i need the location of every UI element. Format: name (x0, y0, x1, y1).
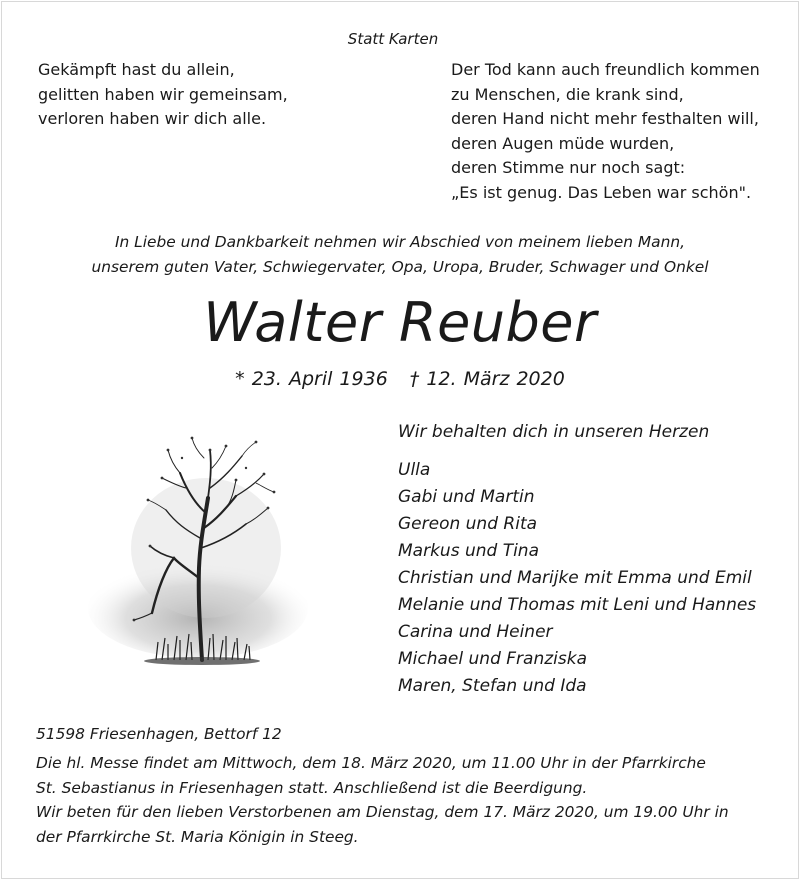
mourners-list (398, 457, 756, 700)
poem-left-line: verloren haben wir dich alle. (38, 109, 267, 128)
list-item: Markus und Tina (398, 541, 539, 561)
list-item: Maren, Stefan und Ida (398, 676, 587, 696)
life-dates (0, 365, 800, 393)
list-item: Christian und Marijke mit Emma und Emil (398, 568, 752, 588)
poem-right-line: deren Stimme nur noch sagt: (451, 158, 686, 177)
notice-line: Wir beten für den lieben Verstorbenen am Dienstag, dem 17. März 2020, um 19.00 Uhr in (36, 803, 729, 821)
list-item: Gereon und Rita (398, 514, 538, 534)
notice-line: der Pfarrkirche St. Maria Königin in Steeg. (36, 827, 359, 846)
list-item: Gabi und Martin (398, 487, 535, 507)
intro-line: In Liebe und Dankbarkeit nehmen wir Abschied von meinem lieben Mann, (114, 233, 685, 251)
intro-text (0, 230, 800, 279)
poem-right-line: deren Hand nicht mehr festhalten will, (451, 109, 759, 128)
birth-date: * 23. April 1936 (235, 368, 388, 390)
poem-right-line: zu Menschen, die krank sind, (451, 84, 684, 104)
poem-right-line: deren Augen müde wurden, (451, 133, 675, 153)
deceased-name: Walter Reuber (203, 291, 597, 354)
intro-line: unserem guten Vater, Schwiegervater, Opa, Uropa, Bruder, Schwager und Onkel (91, 257, 709, 276)
poem-right-line: „Es ist genug. Das Leben war schön". (451, 182, 752, 202)
notice-line: St. Sebastianus in Friesenhagen statt. Anschließend ist die Beerdigung. (36, 778, 588, 797)
list-item: Michael und Franziska (398, 649, 587, 669)
poem-left-line: gelitten haben wir gemeinsam, (38, 84, 288, 104)
poem-left-line: Gekämpft hast du allein, (38, 60, 235, 79)
poem-right (451, 58, 791, 205)
tree-icon (86, 428, 316, 673)
list-item: Ulla (398, 460, 431, 480)
mourners-heading: Wir behalten dich in unseren Herzen (398, 422, 710, 442)
list-item: Carina und Heiner (398, 622, 553, 642)
statt-karten-label: Statt Karten (347, 30, 439, 48)
address-line: 51598 Friesenhagen, Bettorf 12 (36, 725, 282, 743)
poem-left (38, 58, 368, 132)
list-item: Melanie und Thomas mit Leni und Hannes (398, 595, 757, 615)
service-notice (36, 751, 776, 849)
notice-line: Die hl. Messe findet am Mittwoch, dem 18. März 2020, um 11.00 Uhr in der Pfarrkirche (36, 754, 706, 772)
death-date: † 12. März 2020 (409, 368, 565, 390)
poem-right-line: Der Tod kann auch freundlich kommen (451, 60, 760, 79)
